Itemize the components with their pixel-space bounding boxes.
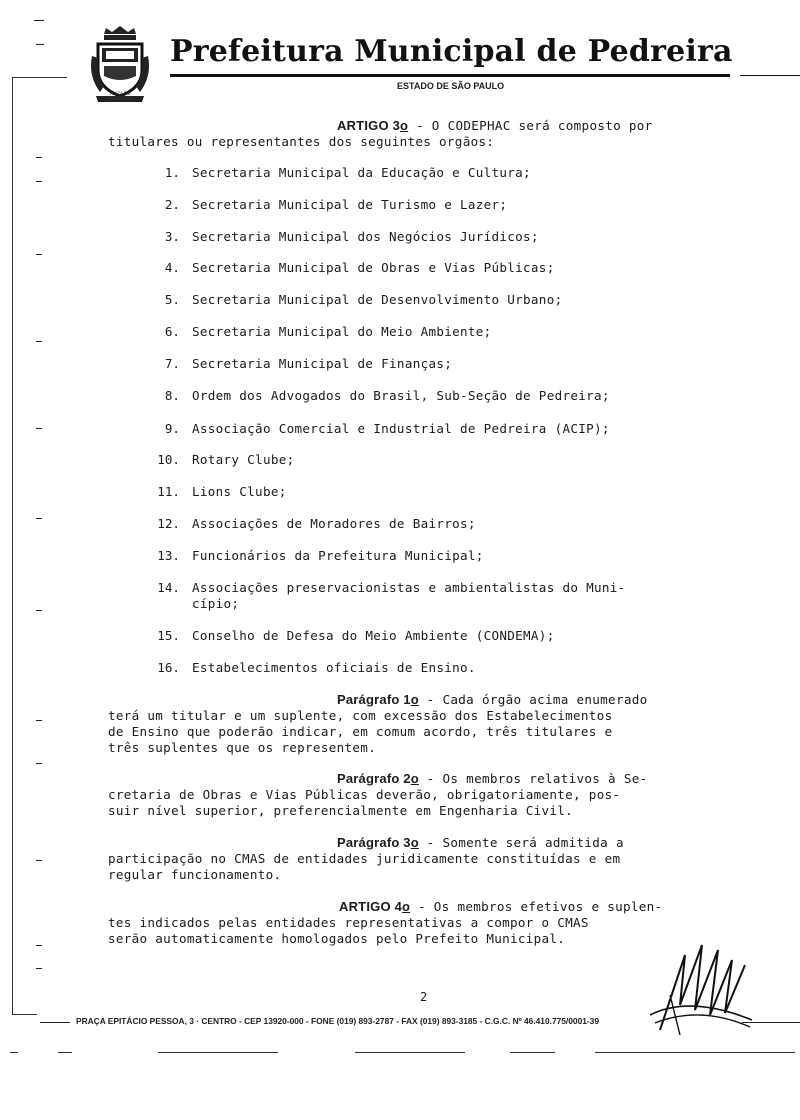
paragraph2-line: cretaria de Obras e Vias Públicas deverão, obrigatoriamente, pos-: [108, 787, 621, 802]
article4-heading: [339, 899, 662, 914]
list-item-text: Secretaria Municipal de Desenvolvimento Urbano;: [192, 292, 563, 307]
list-item-text: Associações de Moradores de Bairros;: [192, 516, 476, 531]
list-item-number: 14.: [157, 580, 180, 595]
title-underline-extension: [740, 75, 800, 76]
paragraph3-ordinal: o: [410, 835, 419, 850]
list-item-text: Secretaria Municipal dos Negócios Jurídicos;: [192, 229, 539, 244]
paragraph1-line: - Cada órgão acima enumerado: [418, 692, 648, 707]
paragraph3-line: participação no CMAS de entidades juridicamente constituídas e em: [108, 851, 621, 866]
list-item-number: 8.: [164, 388, 180, 403]
title-underline: [170, 74, 730, 77]
list-item-number: 5.: [164, 292, 180, 307]
list-item-number: 12.: [157, 516, 180, 531]
article3-text1: - O CODEPHAC será composto por: [408, 118, 653, 133]
list-item-text: Secretaria Municipal de Finanças;: [192, 356, 453, 371]
list-item-number: 15.: [157, 628, 180, 643]
article4-label: ARTIGO 4: [339, 899, 402, 914]
article4-line: - Os membros efetivos e suplen-: [410, 899, 663, 914]
article4-line: tes indicados pelas entidades representativas a compor o CMAS: [108, 915, 589, 930]
paragraph2-label: Parágrafo 2: [337, 771, 411, 786]
scan-border-top: [12, 77, 67, 78]
list-item-number: 3.: [164, 229, 180, 244]
list-item-number: 10.: [157, 452, 180, 467]
paragraph3-label: Parágrafo 3: [337, 835, 411, 850]
list-item-number: 4.: [164, 260, 180, 275]
paragraph1-line: de Ensino que poderão indicar, em comum acordo, três titulares e: [108, 724, 613, 739]
list-item-text: Secretaria Municipal de Obras e Vias Públicas;: [192, 260, 555, 275]
footer-rule-left: [40, 1022, 70, 1023]
state-subtitle: ESTADO DE SÃO PAULO: [397, 81, 505, 91]
paragraph3-line: - Somente será admitida a: [418, 835, 624, 850]
crest-caption: PLAZA DO PORCELANA: [107, 91, 133, 101]
paragraph2-heading: [337, 771, 647, 786]
list-item-text: Secretaria Municipal do Meio Ambiente;: [192, 324, 492, 339]
article4-line: serão automaticamente homologados pelo Prefeito Municipal.: [108, 931, 566, 946]
list-item-text: Secretaria Municipal de Turismo e Lazer;: [192, 197, 508, 212]
list-item-text: Conselho de Defesa do Meio Ambiente (CONDEMA);: [192, 628, 555, 643]
list-item-number: 7.: [164, 356, 180, 371]
article3-ordinal: o: [400, 118, 409, 133]
footer-address: PRAÇA EPITÁCIO PESSOA, 3 · CENTRO - CEP 13920-000 - FONE (019) 893-2787 - FAX (019) 893-3185 - C.G.C. Nº 46.410.775/0001-39: [76, 1016, 599, 1026]
list-item-text: Ordem dos Advogados do Brasil, Sub-Seção de Pedreira;: [192, 388, 610, 403]
list-item-text-continued: cípio;: [192, 596, 240, 611]
footer-rule-right: [742, 1022, 800, 1023]
paragraph1-ordinal: o: [410, 692, 419, 707]
list-item-number: 2.: [164, 197, 180, 212]
list-item-text: Estabelecimentos oficiais de Ensino.: [192, 660, 476, 675]
paragraph1-label: Parágrafo 1: [337, 692, 411, 707]
paragraph2-ordinal: o: [410, 771, 419, 786]
paragraph1-line: terá um titular e um suplente, com excessão dos Estabelecimentos: [108, 708, 613, 723]
scan-border-left: [12, 78, 13, 1014]
list-item-number: 6.: [164, 324, 180, 339]
paragraph2-line: suir nível superior, preferencialmente em Engenharia Civil.: [108, 803, 574, 818]
paragraph1-line: três suplentes que os representem.: [108, 740, 376, 755]
paragraph3-line: regular funcionamento.: [108, 867, 282, 882]
signature-icon: [640, 935, 755, 1040]
paragraph1-heading: [337, 692, 647, 707]
list-item-text: Secretaria Municipal da Educação e Cultura;: [192, 165, 531, 180]
article4-ordinal: o: [402, 899, 411, 914]
scan-border-bottom: [12, 1014, 37, 1015]
list-item-number: 16.: [157, 660, 180, 675]
list-item-number: 9.: [164, 421, 180, 436]
list-item-text: Associação Comercial e Industrial de Pedreira (ACIP);: [192, 421, 610, 436]
list-item-text: Funcionários da Prefeitura Municipal;: [192, 548, 484, 563]
article3-text2: titulares ou representantes dos seguintes orgãos:: [108, 134, 495, 149]
list-item-text: Associações preservacionistas e ambientalistas do Muni-: [192, 580, 626, 595]
list-item-text: Rotary Clube;: [192, 452, 295, 467]
list-item-number: 11.: [157, 484, 180, 499]
paragraph3-heading: [337, 835, 624, 850]
page-title: Prefeitura Municipal de Pedreira: [170, 34, 733, 69]
paragraph2-line: - Os membros relativos à Se-: [418, 771, 648, 786]
list-item-text: Lions Clube;: [192, 484, 287, 499]
article3-heading: [337, 118, 653, 133]
article3-label: ARTIGO 3: [337, 118, 400, 133]
list-item-number: 1.: [164, 165, 180, 180]
list-item-number: 13.: [157, 548, 180, 563]
page-number: 2: [420, 990, 428, 1004]
